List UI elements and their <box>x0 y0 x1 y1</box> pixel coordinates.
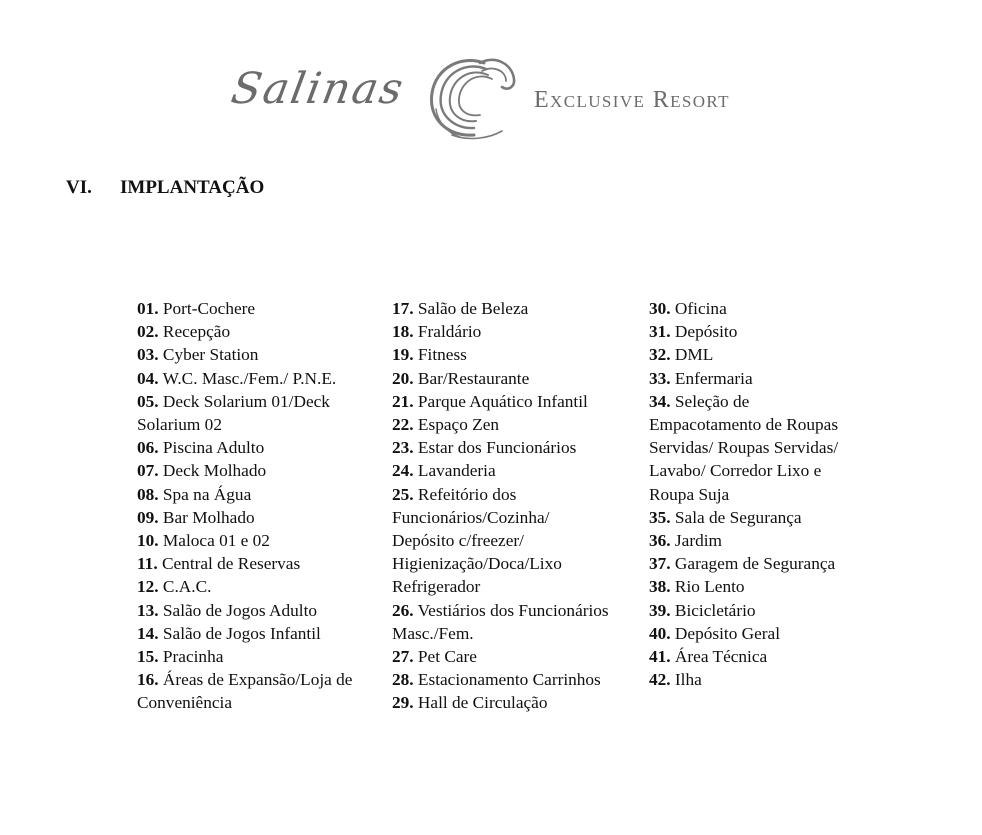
legend-item <box>137 390 357 436</box>
legend-item <box>392 483 612 599</box>
legend-item <box>137 599 357 622</box>
legend-item-label: Espaço Zen <box>413 415 500 435</box>
legend-item-label: Bar/Restaurante <box>413 368 530 388</box>
legend-item <box>137 552 357 575</box>
legend-item-label: Hall de Circulação <box>413 693 548 713</box>
legend-item-number: 30. <box>649 299 671 318</box>
legend-item <box>137 297 357 320</box>
legend-item-label: Fitness <box>413 345 467 365</box>
legend-column-3 <box>649 297 849 691</box>
legend-item-label: DML <box>670 345 714 365</box>
legend-item <box>649 343 849 366</box>
legend-item-number: 34. <box>649 391 671 411</box>
legend-item-number: 14. <box>137 623 159 643</box>
legend-item-label: Pet Care <box>413 647 477 667</box>
legend-item-number: 02. <box>137 322 159 342</box>
legend-item-number: 39. <box>649 600 671 620</box>
legend-item-number: 42. <box>649 670 671 690</box>
legend-item <box>392 297 612 320</box>
legend-item <box>392 343 612 366</box>
legend-item-label: Salão de Jogos Adulto <box>158 600 318 620</box>
legend-item <box>392 645 612 668</box>
legend-item-number: 25. <box>392 484 414 504</box>
legend-item-number: 28. <box>392 670 414 690</box>
legend-item-label: W.C. Masc./Fem./ P.N.E. <box>158 368 337 388</box>
legend-item-number: 05. <box>137 391 159 411</box>
legend-item <box>392 436 612 459</box>
legend-item-label: Enfermaria <box>670 368 753 388</box>
legend-item <box>392 459 612 482</box>
legend-item <box>649 668 849 691</box>
legend-item-number: 03. <box>137 345 159 365</box>
legend-item-number: 32. <box>649 345 671 365</box>
legend-item-number: 27. <box>392 647 414 667</box>
legend-item-number: 36. <box>649 531 671 551</box>
legend-item-label: Bar Molhado <box>158 507 255 527</box>
legend-item-label: Maloca 01 e 02 <box>158 531 270 551</box>
legend-item-number: 11. <box>137 554 158 574</box>
legend-item-label: Áreas de Expansão/Loja de Conveniência <box>137 670 353 713</box>
legend-item-number: 04. <box>137 368 159 388</box>
legend-item <box>392 367 612 390</box>
legend-item-label: Jardim <box>670 531 722 551</box>
legend-item-number: 18. <box>392 322 414 342</box>
legend-item-number: 22. <box>392 415 414 435</box>
legend-item-label: Bicicletário <box>670 600 756 620</box>
legend-item-number: 38. <box>649 577 671 597</box>
legend-item <box>649 297 849 320</box>
legend-item-number: 24. <box>392 461 414 481</box>
legend-item <box>649 320 849 343</box>
legend-item-number: 08. <box>137 484 159 504</box>
legend-item <box>137 506 357 529</box>
legend-item-number: 33. <box>649 368 671 388</box>
legend-item-label: Vestiários dos Funcionários Masc./Fem. <box>392 600 609 643</box>
legend-item-label: Seleção de Empacotamento de Roupas Servidas/ Roupas Servidas/ Lavabo/ Corredor Lixo e Roupa Suja <box>649 391 839 504</box>
legend-item-number: 19. <box>392 345 414 365</box>
legend-item <box>392 668 612 691</box>
legend-item-number: 17. <box>392 299 414 318</box>
legend-item-number: 13. <box>137 600 159 620</box>
section-number: VI. <box>66 177 92 198</box>
legend-item-label: Salão de Jogos Infantil <box>158 623 321 643</box>
legend-item-label: Piscina Adulto <box>158 438 265 458</box>
legend-item-label: Pracinha <box>158 647 224 667</box>
legend-item <box>137 436 357 459</box>
legend-item-number: 16. <box>137 670 159 690</box>
legend-item-label: Refeitório dos Funcionários/Cozinha/ Depósito c/freezer/ Higienização/Doca/Lixo Refrigerador <box>392 484 562 597</box>
legend-item-number: 41. <box>649 647 671 667</box>
legend-item-label: Depósito Geral <box>670 623 781 643</box>
wave-logo-icon <box>422 49 522 141</box>
section-heading <box>66 177 264 199</box>
legend-item <box>137 668 357 714</box>
legend-item-label: Oficina <box>670 299 727 318</box>
legend-item <box>137 320 357 343</box>
legend-item-label: Fraldário <box>413 322 482 342</box>
section-title: IMPLANTAÇÃO <box>120 177 265 198</box>
legend-item <box>137 367 357 390</box>
legend-item-number: 10. <box>137 531 159 551</box>
legend-item-number: 15. <box>137 647 159 667</box>
legend-item <box>392 599 612 645</box>
legend-item <box>649 622 849 645</box>
legend-item-label: Cyber Station <box>158 345 259 365</box>
legend-item-label: Deck Solarium 01/Deck Solarium 02 <box>137 391 330 435</box>
legend-item-label: Port-Cochere <box>158 299 256 318</box>
legend-item <box>137 622 357 645</box>
legend-item-label: Spa na Água <box>158 484 252 504</box>
legend-item-number: 07. <box>137 461 159 481</box>
legend-item-label: Ilha <box>670 670 702 690</box>
legend-item-label: Lavanderia <box>413 461 496 481</box>
legend-item-number: 12. <box>137 577 159 597</box>
legend-item <box>137 343 357 366</box>
legend-item <box>649 552 849 575</box>
legend-item <box>392 390 612 413</box>
legend-item-number: 09. <box>137 507 159 527</box>
legend-item <box>392 691 612 714</box>
legend-item <box>137 459 357 482</box>
legend-item-number: 06. <box>137 438 159 458</box>
legend-item-label: Garagem de Segurança <box>670 554 836 574</box>
legend-item <box>137 645 357 668</box>
legend-item <box>137 575 357 598</box>
legend-item <box>649 506 849 529</box>
legend-item-label: Sala de Segurança <box>670 507 802 527</box>
legend-item <box>137 529 357 552</box>
brand-subtitle: Exclusive Resort <box>534 87 730 113</box>
legend-item-number: 35. <box>649 507 671 527</box>
legend-item-number: 26. <box>392 600 414 620</box>
legend-item <box>649 390 849 506</box>
legend-item-label: Deck Molhado <box>158 461 267 481</box>
legend-item-label: Central de Reservas <box>157 554 301 574</box>
legend-item <box>392 320 612 343</box>
legend-item-number: 20. <box>392 368 414 388</box>
brand-script-logo: Salinas <box>227 64 409 114</box>
legend-item <box>649 367 849 390</box>
legend-item-label: Parque Aquático Infantil <box>413 391 588 411</box>
legend-item-label: Estar dos Funcionários <box>413 438 577 458</box>
legend-item-label: Salão de Beleza <box>413 299 529 318</box>
legend-item <box>649 645 849 668</box>
legend-item-number: 29. <box>392 693 414 713</box>
legend-item <box>649 575 849 598</box>
legend-item-number: 21. <box>392 391 414 411</box>
legend-item-label: Recepção <box>158 322 231 342</box>
legend-item-label: Estacionamento Carrinhos <box>413 670 601 690</box>
legend-item <box>649 599 849 622</box>
legend-item-label: Rio Lento <box>670 577 745 597</box>
legend-item-number: 01. <box>137 299 159 318</box>
legend-column-1 <box>137 297 357 715</box>
legend-item-label: Área Técnica <box>670 647 768 667</box>
legend-item-number: 40. <box>649 623 671 643</box>
legend-item-label: C.A.C. <box>158 577 212 597</box>
legend-column-2 <box>392 297 612 715</box>
legend-item-number: 23. <box>392 438 414 458</box>
legend-item-number: 37. <box>649 554 671 574</box>
legend-item <box>137 483 357 506</box>
legend-item <box>649 529 849 552</box>
legend-item-number: 31. <box>649 322 671 342</box>
legend-item-label: Depósito <box>670 322 738 342</box>
legend-item <box>392 413 612 436</box>
